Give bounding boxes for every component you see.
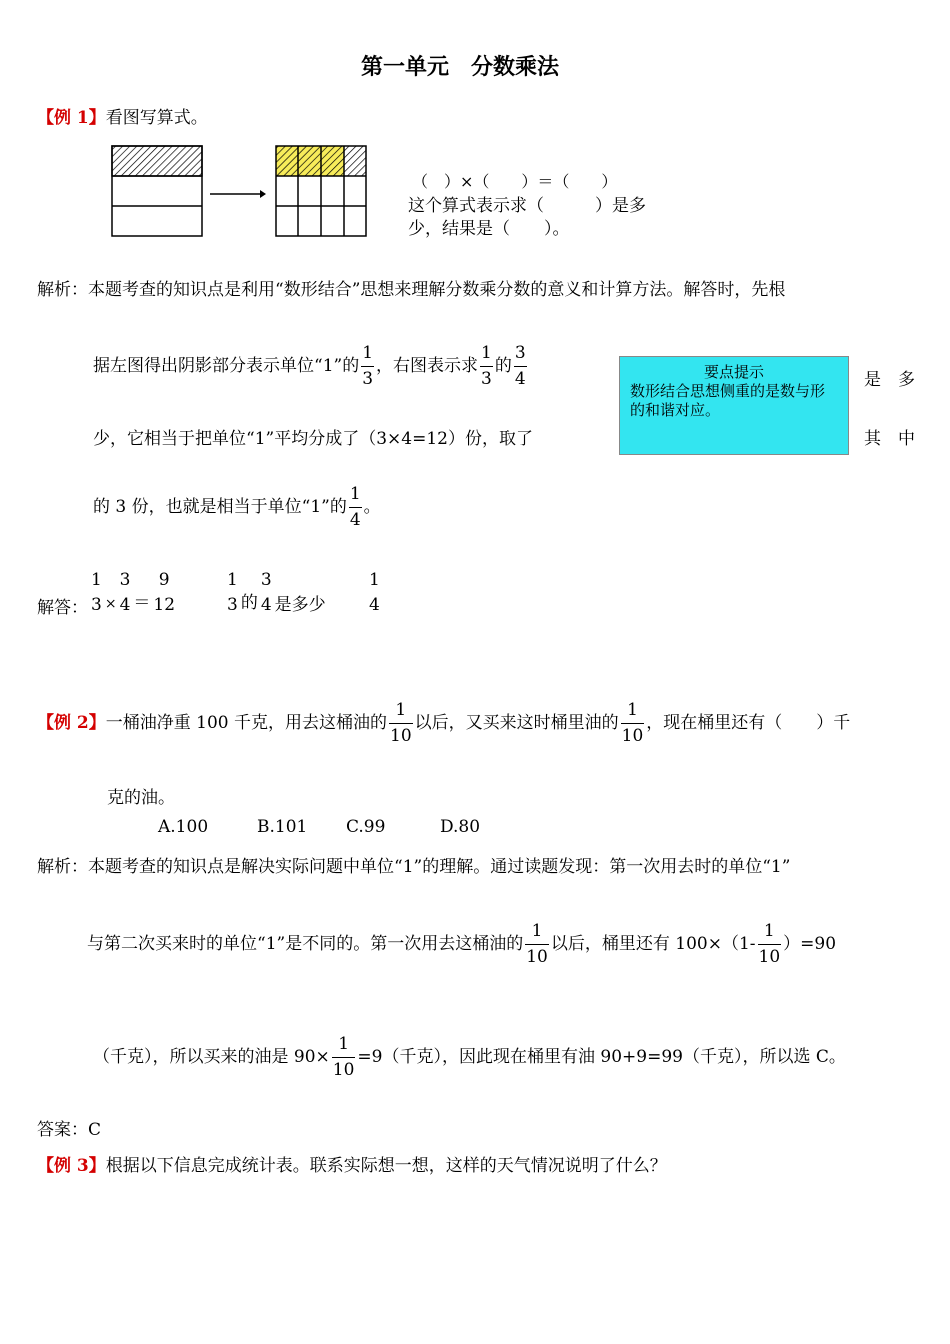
fraction-1-3: 1 3: [91, 570, 102, 615]
ex2-question-line-2: 克的油。: [107, 788, 175, 808]
fraction-1-10: $\frac{1}{10}$: [332, 1034, 355, 1080]
equals-sign: ＝: [133, 592, 151, 613]
ex2-question-line-1: [37, 693, 850, 753]
example-3-prompt: 根据以下信息完成统计表。联系实际想一想，这样的天气情况说明了什么？: [105, 1156, 667, 1176]
ex1-answer-2: [224, 572, 326, 614]
times-sign: ×: [104, 595, 117, 612]
fraction-3-4: 3 4: [119, 570, 131, 615]
ex1-analysis-text: 。: [363, 497, 381, 517]
fraction-1-3: $\frac{1}{3}$: [362, 343, 374, 389]
example-1-prompt: 看图写算式。: [105, 108, 208, 128]
example-2-tag: 【例 2】: [37, 713, 106, 733]
fraction-1-4: 1 4: [369, 570, 380, 615]
fraction-3-4: 3 4: [260, 570, 272, 615]
fraction-1-3: 1 3: [227, 570, 238, 615]
option-d: D.80: [440, 817, 481, 837]
ex1-analysis-text: 的 3 份，也就是相当于单位“1”的: [93, 497, 347, 517]
ex1-analysis-text: 的: [494, 356, 512, 376]
ex2-text: ，现在桶里还有（ ）千: [646, 713, 851, 733]
ex1-analysis-line-2: [93, 336, 529, 396]
right-rectangle: [276, 146, 366, 236]
arrow-right-icon: [210, 190, 266, 198]
ask-text: 是多少: [274, 594, 326, 615]
ex2-analysis-text: 与第二次买来时的单位“1”是不同的。第一次用去这桶油的: [87, 934, 524, 954]
ex2-text: 以后，又买来这时桶里油的: [414, 713, 619, 733]
fraction-diagram: [100, 140, 380, 245]
example-3-tag: 【例 3】: [37, 1156, 106, 1176]
answer-label: 解答：: [37, 597, 88, 618]
fraction-1-10: $\frac{1}{10}$: [390, 700, 412, 746]
ex2-analysis-text: ）=90: [783, 934, 837, 954]
fraction-1-3: $\frac{1}{3}$: [481, 343, 492, 389]
ex1-analysis-line-1: 解析：本题考查的知识点是利用“数形结合”思想来理解分数乘分数的意义和计算方法。解答时，先根: [37, 280, 786, 300]
fraction-1-10: $\frac{1}{10}$: [526, 921, 548, 967]
option-c: C.99: [346, 817, 386, 837]
ex1-analysis-line-4: [93, 486, 381, 529]
ex2-analysis-line-3: [93, 1027, 846, 1087]
ex2-text: 一桶油净重 100 千克，用去这桶油的: [105, 713, 388, 733]
fraction-1-10: $\frac{1}{10}$: [621, 700, 644, 746]
ex1-analysis-text: 据左图得出阴影部分表示单位“1”的: [93, 356, 360, 376]
fraction-9-12: 9 12: [153, 570, 176, 615]
example-1-tag: 【例 1】: [37, 108, 106, 128]
fraction-1-4: $\frac{1}{4}$: [349, 484, 361, 530]
question-line-2: 这个算式表示求（ ）是多: [408, 196, 646, 216]
ex1-analysis-line-3: 少，它相当于把单位“1”平均分成了（3×4=12）份，取了: [93, 429, 533, 449]
of-text: 的: [240, 592, 258, 613]
equation-blanks: （ ）×（ ）＝（ ）: [412, 172, 618, 191]
ex1-analysis-text: ，右图表示求: [376, 356, 479, 376]
ex2-analysis-text: =9（千克），因此现在桶里有油 90+9=99（千克），所以选 C。: [357, 1047, 846, 1067]
tip-body: 数形结合思想侧重的是数与形的和谐对应。: [630, 382, 826, 419]
option-a: A.100: [158, 817, 209, 837]
ex2-analysis-line-2: [87, 914, 836, 974]
fraction-1-10: $\frac{1}{10}$: [758, 921, 781, 967]
ex2-analysis-text: 以后，桶里还有 100×（1-: [550, 934, 756, 954]
question-line-3: 少，结果是（ ）。: [408, 219, 570, 239]
option-b: B.101: [257, 817, 308, 837]
ex2-analysis-line-1: 解析：本题考查的知识点是解决实际问题中单位“1”的理解。通过读题发现：第一次用去时的单位“1”: [37, 857, 791, 877]
ex1-answer: [37, 570, 178, 618]
example-3-heading: [37, 1151, 667, 1176]
left-rectangle: [112, 146, 202, 236]
ex2-answer: 答案：C: [37, 1120, 102, 1140]
example-1-heading: [37, 103, 208, 128]
fraction-3-4: $\frac{3}{4}$: [514, 343, 526, 389]
page-title: 第一单元 分数乘法: [361, 54, 560, 80]
ex1-answer-3: [366, 572, 383, 614]
tip-title: 要点提示: [703, 363, 764, 381]
ex1-analysis-right-1: 是 多: [864, 370, 915, 390]
ex1-analysis-right-2: 其 中: [864, 429, 915, 449]
ex2-analysis-text: （千克），所以买来的油是 90×: [93, 1047, 330, 1067]
tip-box: [619, 356, 849, 455]
